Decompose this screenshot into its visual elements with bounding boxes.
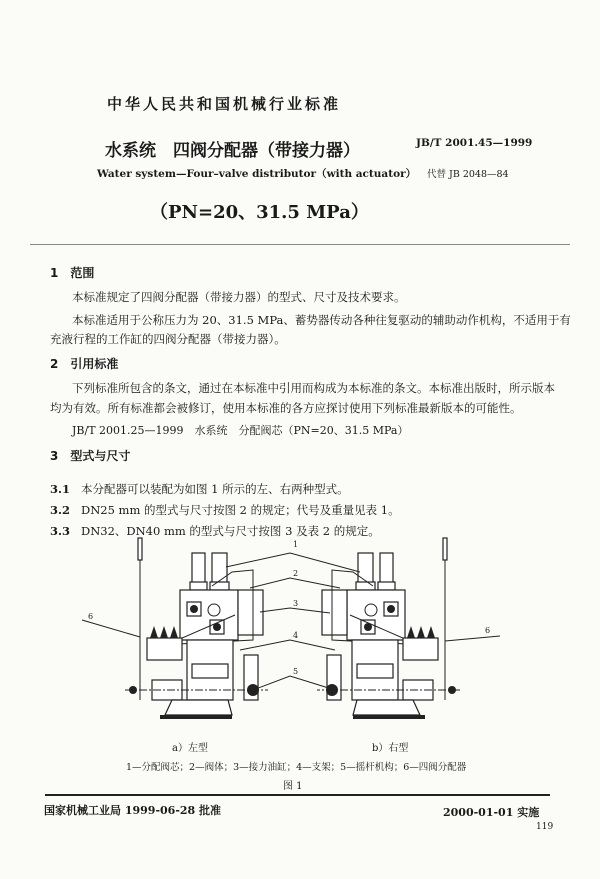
section-3-heading: 3 型式与尺寸: [50, 449, 131, 463]
referenced-standard: JB/T 2001.25—1999 水系统 分配阀芯（PN=20、31.5 MPa）: [72, 424, 409, 437]
callout-leader-lines: [82, 553, 500, 690]
paragraph: 下列标准所包含的条文，通过在本标准中引用而构成为本标准的条文。本标准出版时，所示版本: [72, 381, 555, 395]
clause-number: 3.2: [50, 503, 71, 517]
paragraph: 充液行程的工作缸的四阀分配器（带接力器）。: [50, 332, 286, 346]
section-2-heading: 2 引用标准: [50, 357, 119, 371]
effective-date: 2000-01-01 实施: [443, 806, 540, 819]
footer-divider: [45, 794, 550, 796]
clause-number: 3.1: [50, 482, 71, 496]
figure-legend: 1—分配阀芯；2—阀体；3—接力油缸；4—支架；5—摇杆机构；6—四阀分配器: [126, 762, 467, 773]
callout-1: 1: [293, 540, 299, 549]
clause-text: 本分配器可以装配为如图 1 所示的左、右两种型式。: [80, 482, 349, 496]
title-cn: 水系统 四阀分配器（带接力器）: [105, 141, 360, 161]
page-number: 119: [536, 822, 554, 832]
national-standard-heading: 中华人民共和国机械行业标准: [107, 95, 342, 113]
standard-number: JB/T 2001.45—1999: [416, 137, 533, 149]
approval-note: 国家机械工业局 1999-06-28 批准: [44, 804, 222, 817]
callout-6-right: 6: [485, 626, 491, 635]
callout-6-left: 6: [88, 612, 94, 621]
figure-title: 图 1: [283, 781, 303, 792]
pressure-rating: （PN=20、31.5 MPa）: [150, 202, 369, 223]
title-en: Water system—Four–valve distributor（with actuator）: [97, 168, 417, 180]
callout-3: 3: [293, 599, 299, 608]
callout-5: 5: [293, 667, 299, 676]
clause-text: DN32、DN40 mm 的型式与尺寸按图 3 及表 2 的规定。: [80, 524, 380, 538]
caption-right-type: b）右型: [372, 743, 409, 754]
callout-2: 2: [293, 569, 299, 578]
section-1-heading: 1 范围: [50, 266, 95, 280]
caption-left-type: a）左型: [172, 743, 208, 754]
paragraph: 本标准规定了四阀分配器（带接力器）的型式、尺寸及技术要求。: [72, 290, 406, 304]
paragraph: 均为有效。所有标准都会被修订，使用本标准的各方应探讨使用下列标准最新版本的可能性。: [50, 401, 522, 415]
clause-number: 3.3: [50, 524, 71, 538]
left-type-distributor: [125, 538, 268, 719]
right-type-distributor: [317, 538, 460, 719]
paragraph: 本标准适用于公称压力为 20、31.5 MPa、蓄势器传动各种往复驱动的辅助动作机构，不适用于有: [72, 313, 571, 327]
replaces-note: 代替 JB 2048—84: [427, 169, 509, 180]
callout-4: 4: [293, 631, 299, 640]
clause-text: DN25 mm 的型式与尺寸按图 2 的规定；代号及重量见表 1。: [80, 503, 400, 517]
